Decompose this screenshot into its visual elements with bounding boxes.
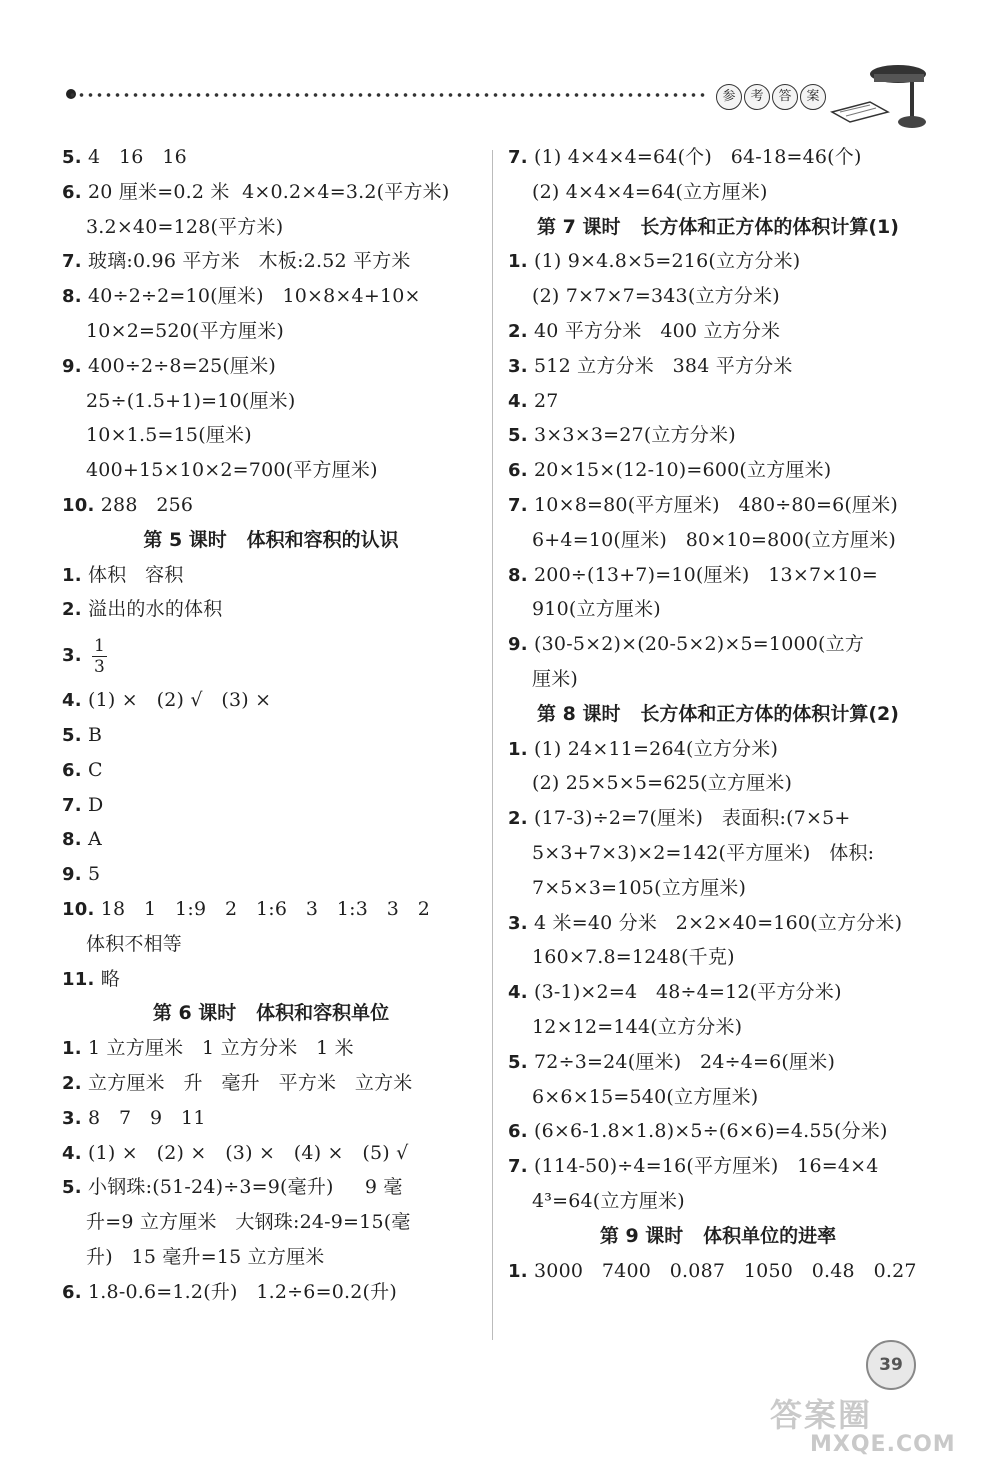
- answer-text: 10×8=80(平方厘米) 480÷80=6(厘米): [534, 493, 899, 516]
- question-number: 3.: [508, 355, 528, 377]
- answer-text: 6+4=10(厘米) 80×10=800(立方厘米): [532, 528, 897, 551]
- answer-line: [508, 488, 928, 523]
- question-number: 3.: [62, 645, 82, 667]
- question-number: 10.: [62, 494, 95, 516]
- answer-text: (2) 25×5×5=625(立方厘米): [532, 772, 793, 795]
- question-number: 4.: [508, 390, 528, 412]
- answer-line: [508, 244, 928, 279]
- answer-text: (1) × (2) √ (3) ×: [88, 689, 272, 712]
- watermark-logo: 答案圈: [770, 1396, 873, 1434]
- question-number: 6.: [62, 181, 82, 203]
- answer-line: [62, 1031, 480, 1066]
- answer-line: [508, 1010, 928, 1045]
- answer-line: [508, 732, 928, 767]
- question-number: 5.: [62, 724, 82, 746]
- answer-line: [62, 488, 480, 523]
- answer-text: (2) 4×4×4=64(立方厘米): [532, 180, 768, 203]
- answer-line: [508, 1254, 928, 1289]
- answer-line: [508, 592, 928, 627]
- question-number: 2.: [508, 808, 528, 830]
- answer-line: [508, 384, 928, 419]
- answer-text: 12×12=144(立方分米): [532, 1015, 743, 1038]
- answer-line: [62, 1136, 480, 1171]
- answer-text: 厘米): [532, 667, 579, 690]
- question-number: 9.: [508, 634, 528, 656]
- answer-text: (1) × (2) × (3) × (4) × (5) √: [88, 1141, 409, 1164]
- answer-text: 25÷(1.5+1)=10(厘米): [86, 389, 296, 412]
- page-number: 39: [866, 1340, 916, 1390]
- question-number: 11.: [62, 968, 95, 990]
- question-number: 6.: [508, 460, 528, 482]
- question-number: 8.: [62, 286, 82, 308]
- answer-text: 160×7.8=1248(千克): [532, 946, 735, 969]
- answer-text: 910(立方厘米): [532, 598, 661, 621]
- answer-line: [62, 1170, 480, 1205]
- question-number: 1.: [508, 1260, 528, 1282]
- header-dotted-rule: [68, 92, 708, 98]
- answers-left-column: [62, 140, 480, 1310]
- question-number: 4.: [62, 1142, 82, 1164]
- answer-line: [62, 1101, 480, 1136]
- answer-text: 10×1.5=15(厘米): [86, 424, 252, 447]
- answer-line: [62, 453, 480, 488]
- question-number: 4.: [508, 982, 528, 1004]
- answer-line: [62, 788, 480, 823]
- answer-line: [508, 801, 928, 836]
- answer-text: 8 7 9 11: [88, 1106, 206, 1129]
- column-divider: [492, 150, 493, 1340]
- answer-line: [62, 1240, 480, 1275]
- question-number: 7.: [508, 1156, 528, 1178]
- answer-line: [508, 279, 928, 314]
- question-number: 8.: [62, 829, 82, 851]
- answers-right-column: [508, 140, 928, 1288]
- answer-line: [508, 1114, 928, 1149]
- question-number: 3.: [62, 1107, 82, 1129]
- answer-line: [62, 1205, 480, 1240]
- answer-line: [62, 244, 480, 279]
- section-title: 第 6 课时 体积和容积单位: [152, 1002, 390, 1025]
- answer-text: 200÷(13+7)=10(厘米) 13×7×10=: [534, 563, 879, 586]
- answer-line: [62, 175, 480, 210]
- answer-text: 72÷3=24(厘米) 24÷4=6(厘米): [534, 1050, 836, 1073]
- answer-text: 1 立方厘米 1 立方分米 1 米: [88, 1037, 354, 1060]
- question-number: 7.: [62, 251, 82, 273]
- answer-line: [508, 314, 928, 349]
- answer-text: 288 256: [100, 493, 194, 516]
- section-title: 第 7 课时 长方体和正方体的体积计算(1): [537, 215, 899, 238]
- answer-text: 20 厘米=0.2 米 4×0.2×4=3.2(平方米): [88, 180, 450, 203]
- answer-line: [508, 1045, 928, 1080]
- answer-line: [508, 627, 928, 662]
- question-number: 7.: [62, 794, 82, 816]
- answer-text: 40 平方分米 400 立方分米: [534, 319, 781, 342]
- answer-line: [508, 940, 928, 975]
- answer-line: [508, 662, 928, 697]
- answer-text: 略: [100, 967, 120, 990]
- answer-line: [508, 1149, 928, 1184]
- answer-line: [508, 1184, 928, 1219]
- question-number: 3.: [508, 912, 528, 934]
- answer-line: [62, 349, 480, 384]
- answer-text: 512 立方分米 384 平方分米: [534, 354, 793, 377]
- badge-char: 答: [772, 84, 798, 110]
- answer-text: 3.2×40=128(平方米): [86, 215, 284, 238]
- answer-text: 体积不相等: [86, 932, 183, 955]
- answer-line: [62, 753, 480, 788]
- answer-line: [508, 1080, 928, 1115]
- question-number: 1.: [508, 251, 528, 273]
- fraction-denominator: 3: [94, 656, 106, 677]
- answer-text: 升) 15 毫升=15 立方厘米: [86, 1245, 325, 1268]
- badge-char: 考: [744, 84, 770, 110]
- answer-text: (1) 24×11=264(立方分米): [534, 737, 779, 760]
- answer-text: 400+15×10×2=700(平方厘米): [86, 459, 378, 482]
- answer-text: 升=9 立方厘米 大钢珠:24-9=15(毫: [86, 1211, 411, 1234]
- answer-text: 40÷2÷2=10(厘米) 10×8×4+10×: [88, 285, 421, 308]
- answer-line: [508, 418, 928, 453]
- answer-text: 4 米=40 分米 2×2×40=160(立方分米): [534, 911, 903, 934]
- page-header: [0, 0, 1000, 140]
- watermark-url: MXQE.COM: [810, 1432, 956, 1457]
- answer-text: 立方厘米 升 毫升 平方米 立方米: [88, 1071, 413, 1094]
- answer-text: 4 16 16: [88, 146, 187, 168]
- answer-line: [62, 927, 480, 962]
- answer-line: [508, 836, 928, 871]
- answer-text: (1) 9×4.8×5=216(立方分米): [534, 250, 801, 273]
- answer-text: 18 1 1:9 2 1:6 3 1:3 3 2: [100, 897, 431, 920]
- answer-line: [62, 683, 480, 718]
- question-number: 6.: [62, 759, 82, 781]
- question-number: 6.: [508, 1121, 528, 1143]
- answer-line: [508, 558, 928, 593]
- answer-line: [508, 349, 928, 384]
- answer-text: (3-1)×2=4 48÷4=12(平方分米): [534, 981, 842, 1004]
- answer-text: D: [88, 793, 104, 816]
- answer-line: [62, 627, 480, 683]
- question-number: 9.: [62, 355, 82, 377]
- answer-text: 3000 7400 0.087 1050 0.48 0.27: [534, 1259, 917, 1282]
- answer-line: [62, 962, 480, 997]
- answer-line: [508, 453, 928, 488]
- section-title: 第 9 课时 体积单位的进率: [599, 1224, 837, 1247]
- answer-text: (17-3)÷2=7(厘米) 表面积:(7×5+: [534, 807, 851, 830]
- answer-line: [62, 592, 480, 627]
- desk-lamp-icon: [826, 60, 936, 135]
- answer-text: 1.8-0.6=1.2(升) 1.2÷6=0.2(升): [88, 1280, 397, 1303]
- answer-text: A: [88, 828, 102, 851]
- question-number: 7.: [508, 494, 528, 516]
- answer-line: [62, 857, 480, 892]
- answer-text: 4³=64(立方厘米): [532, 1189, 685, 1212]
- fraction-numerator: 1: [94, 635, 106, 656]
- answer-text: 体积 容积: [88, 563, 184, 586]
- question-number: 2.: [508, 320, 528, 342]
- question-number: 1.: [508, 738, 528, 760]
- fraction: [92, 636, 107, 677]
- answer-line: [508, 175, 928, 210]
- question-number: 1.: [62, 564, 82, 586]
- answer-line: [62, 384, 480, 419]
- question-number: 1.: [62, 1038, 82, 1060]
- answer-line: [508, 975, 928, 1010]
- answer-line: [508, 766, 928, 801]
- answer-line: [508, 523, 928, 558]
- answer-text: 20×15×(12-10)=600(立方厘米): [534, 459, 832, 482]
- answer-text: 7×5×3=105(立方厘米): [532, 876, 747, 899]
- badge-char: 案: [800, 84, 826, 110]
- answer-text: (2) 7×7×7=343(立方分米): [532, 285, 780, 308]
- section-title: 第 5 课时 体积和容积的认识: [143, 528, 399, 551]
- answer-line: [62, 718, 480, 753]
- question-number: 5.: [508, 425, 528, 447]
- answer-line: [62, 558, 480, 593]
- answer-text: 10×2=520(平方厘米): [86, 319, 284, 342]
- reference-answer-badges: [716, 84, 826, 110]
- question-number: 8.: [508, 564, 528, 586]
- answer-text: (6×6-1.8×1.8)×5÷(6×6)=4.55(分米): [534, 1120, 888, 1143]
- answer-line: [62, 892, 480, 927]
- question-number: 10.: [62, 898, 95, 920]
- answer-line: [62, 822, 480, 857]
- answer-text: 400÷2÷8=25(厘米): [88, 354, 277, 377]
- answer-line: [62, 140, 480, 175]
- question-number: 7.: [508, 147, 528, 168]
- answer-line: [508, 140, 928, 175]
- answer-line: [62, 418, 480, 453]
- answer-line: [62, 210, 480, 245]
- question-number: 2.: [62, 599, 82, 621]
- answer-line: [62, 279, 480, 314]
- question-number: 4.: [62, 690, 82, 712]
- answer-text: 5: [88, 863, 101, 886]
- answer-line: [508, 871, 928, 906]
- answer-text: 溢出的水的体积: [88, 598, 223, 621]
- answer-text: 小钢珠:(51-24)÷3=9(毫升) 9 毫: [88, 1176, 403, 1199]
- section-title: 第 8 课时 长方体和正方体的体积计算(2): [537, 702, 899, 725]
- answer-line: [62, 1066, 480, 1101]
- answer-text: (114-50)÷4=16(平方厘米) 16=4×4: [534, 1155, 879, 1178]
- answer-text: 玻璃:0.96 平方米 木板:2.52 平方米: [88, 250, 411, 273]
- answer-text: (1) 4×4×4=64(个) 64-18=46(个): [534, 146, 862, 168]
- question-number: 5.: [508, 1051, 528, 1073]
- question-number: 6.: [62, 1281, 82, 1303]
- question-number: 5.: [62, 1177, 82, 1199]
- answer-text: B: [88, 723, 103, 746]
- answer-text: (30-5×2)×(20-5×2)×5=1000(立方: [534, 633, 865, 656]
- answer-line: [62, 314, 480, 349]
- question-number: 9.: [62, 864, 82, 886]
- answer-line: [508, 906, 928, 941]
- answer-line: [62, 1275, 480, 1310]
- badge-char: 参: [716, 84, 742, 110]
- answer-text: 3×3×3=27(立方分米): [534, 424, 736, 447]
- answer-text: C: [88, 758, 103, 781]
- answer-text: 27: [534, 389, 559, 412]
- answer-text: 5×3+7×3)×2=142(平方厘米) 体积:: [532, 841, 875, 864]
- question-number: 2.: [62, 1072, 82, 1094]
- answer-text: 6×6×15=540(立方厘米): [532, 1085, 759, 1108]
- question-number: 5.: [62, 147, 82, 168]
